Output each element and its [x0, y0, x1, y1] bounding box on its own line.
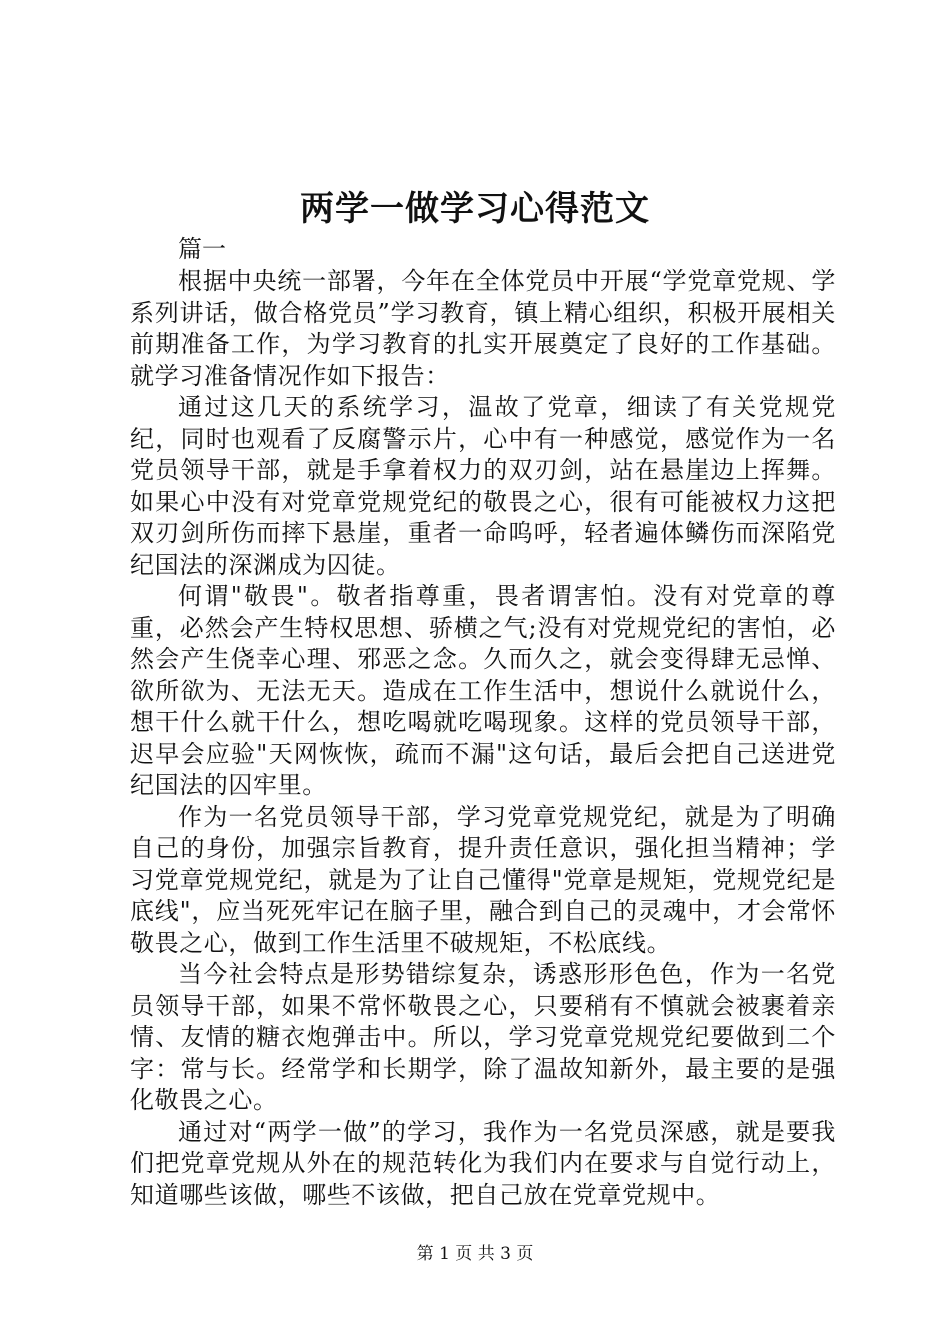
section-label: 篇一 [178, 235, 226, 263]
paragraph-2: 通过这几天的系统学习，温故了党章，细读了有关党规党纪，同时也观看了反腐警示片，心中有一种感觉，感觉作为一名党员领导干部，就是手拿着权力的双刃剑，站在悬崖边上挥舞。如果心中没有对党章党规党纪的敬畏之心，很有可能被权力这把双刃剑所伤而摔下悬崖，重者一命呜呼，轻者遍体鳞伤而深陷党纪国法的深渊成为囚徒。 [130, 393, 836, 579]
paragraph-1: 根据中央统一部署，今年在全体党员中开展“学党章党规、学系列讲话，做合格党员”学习教育，镇上精心组织，积极开展相关前期准备工作，为学习教育的扎实开展奠定了良好的工作基础。就学习准备情况作如下报告： [130, 267, 836, 390]
paragraph-5: 当今社会特点是形势错综复杂，诱惑形形色色，作为一名党员领导干部，如果不常怀敬畏之心，只要稍有不慎就会被裹着亲情、友情的糖衣炮弹击中。所以，学习党章党规党纪要做到二个字：常与长。经常学和长期学，除了温故知新外，最主要的是强化敬畏之心。 [130, 960, 836, 1114]
document-title: 两学一做学习心得范文 [300, 189, 650, 229]
paragraph-4: 作为一名党员领导干部，学习党章党规党纪，就是为了明确自己的身份，加强宗旨教育，提升责任意识，强化担当精神；学习党章党规党纪，就是为了让自己懂得"党章是规矩，党规党纪是底线"，应当死死牢记在脑子里，融合到自己的灵魂中，才会常怀敬畏之心，做到工作生活里不破规矩，不松底线。 [130, 802, 836, 957]
document-body [130, 232, 836, 1211]
paragraph-6: 通过对“两学一做”的学习，我作为一名党员深感，就是要我们把党章党规从外在的规范转化为我们内在要求与自觉行动上，知道哪些该做，哪些不该做，把自己放在党章党规中。 [130, 1117, 836, 1209]
page-footer: 第 1 页 共 3 页 [416, 1244, 534, 1264]
paragraph-3: 何谓"敬畏"。敬者指尊重，畏者谓害怕。没有对党章的尊重，必然会产生特权思想、骄横之气;没有对党规党纪的害怕，必然会产生侥幸心理、邪恶之念。久而久之，就会变得肆无忌惮、欲所欲为、无法无天。造成在工作生活中，想说什么就说什么，想干什么就干什么，想吃喝就吃喝现象。这样的党员领导干部，迟早会应验"天网恢恢，疏而不漏"这句话，最后会把自己送进党纪国法的囚牢里。 [130, 582, 836, 799]
